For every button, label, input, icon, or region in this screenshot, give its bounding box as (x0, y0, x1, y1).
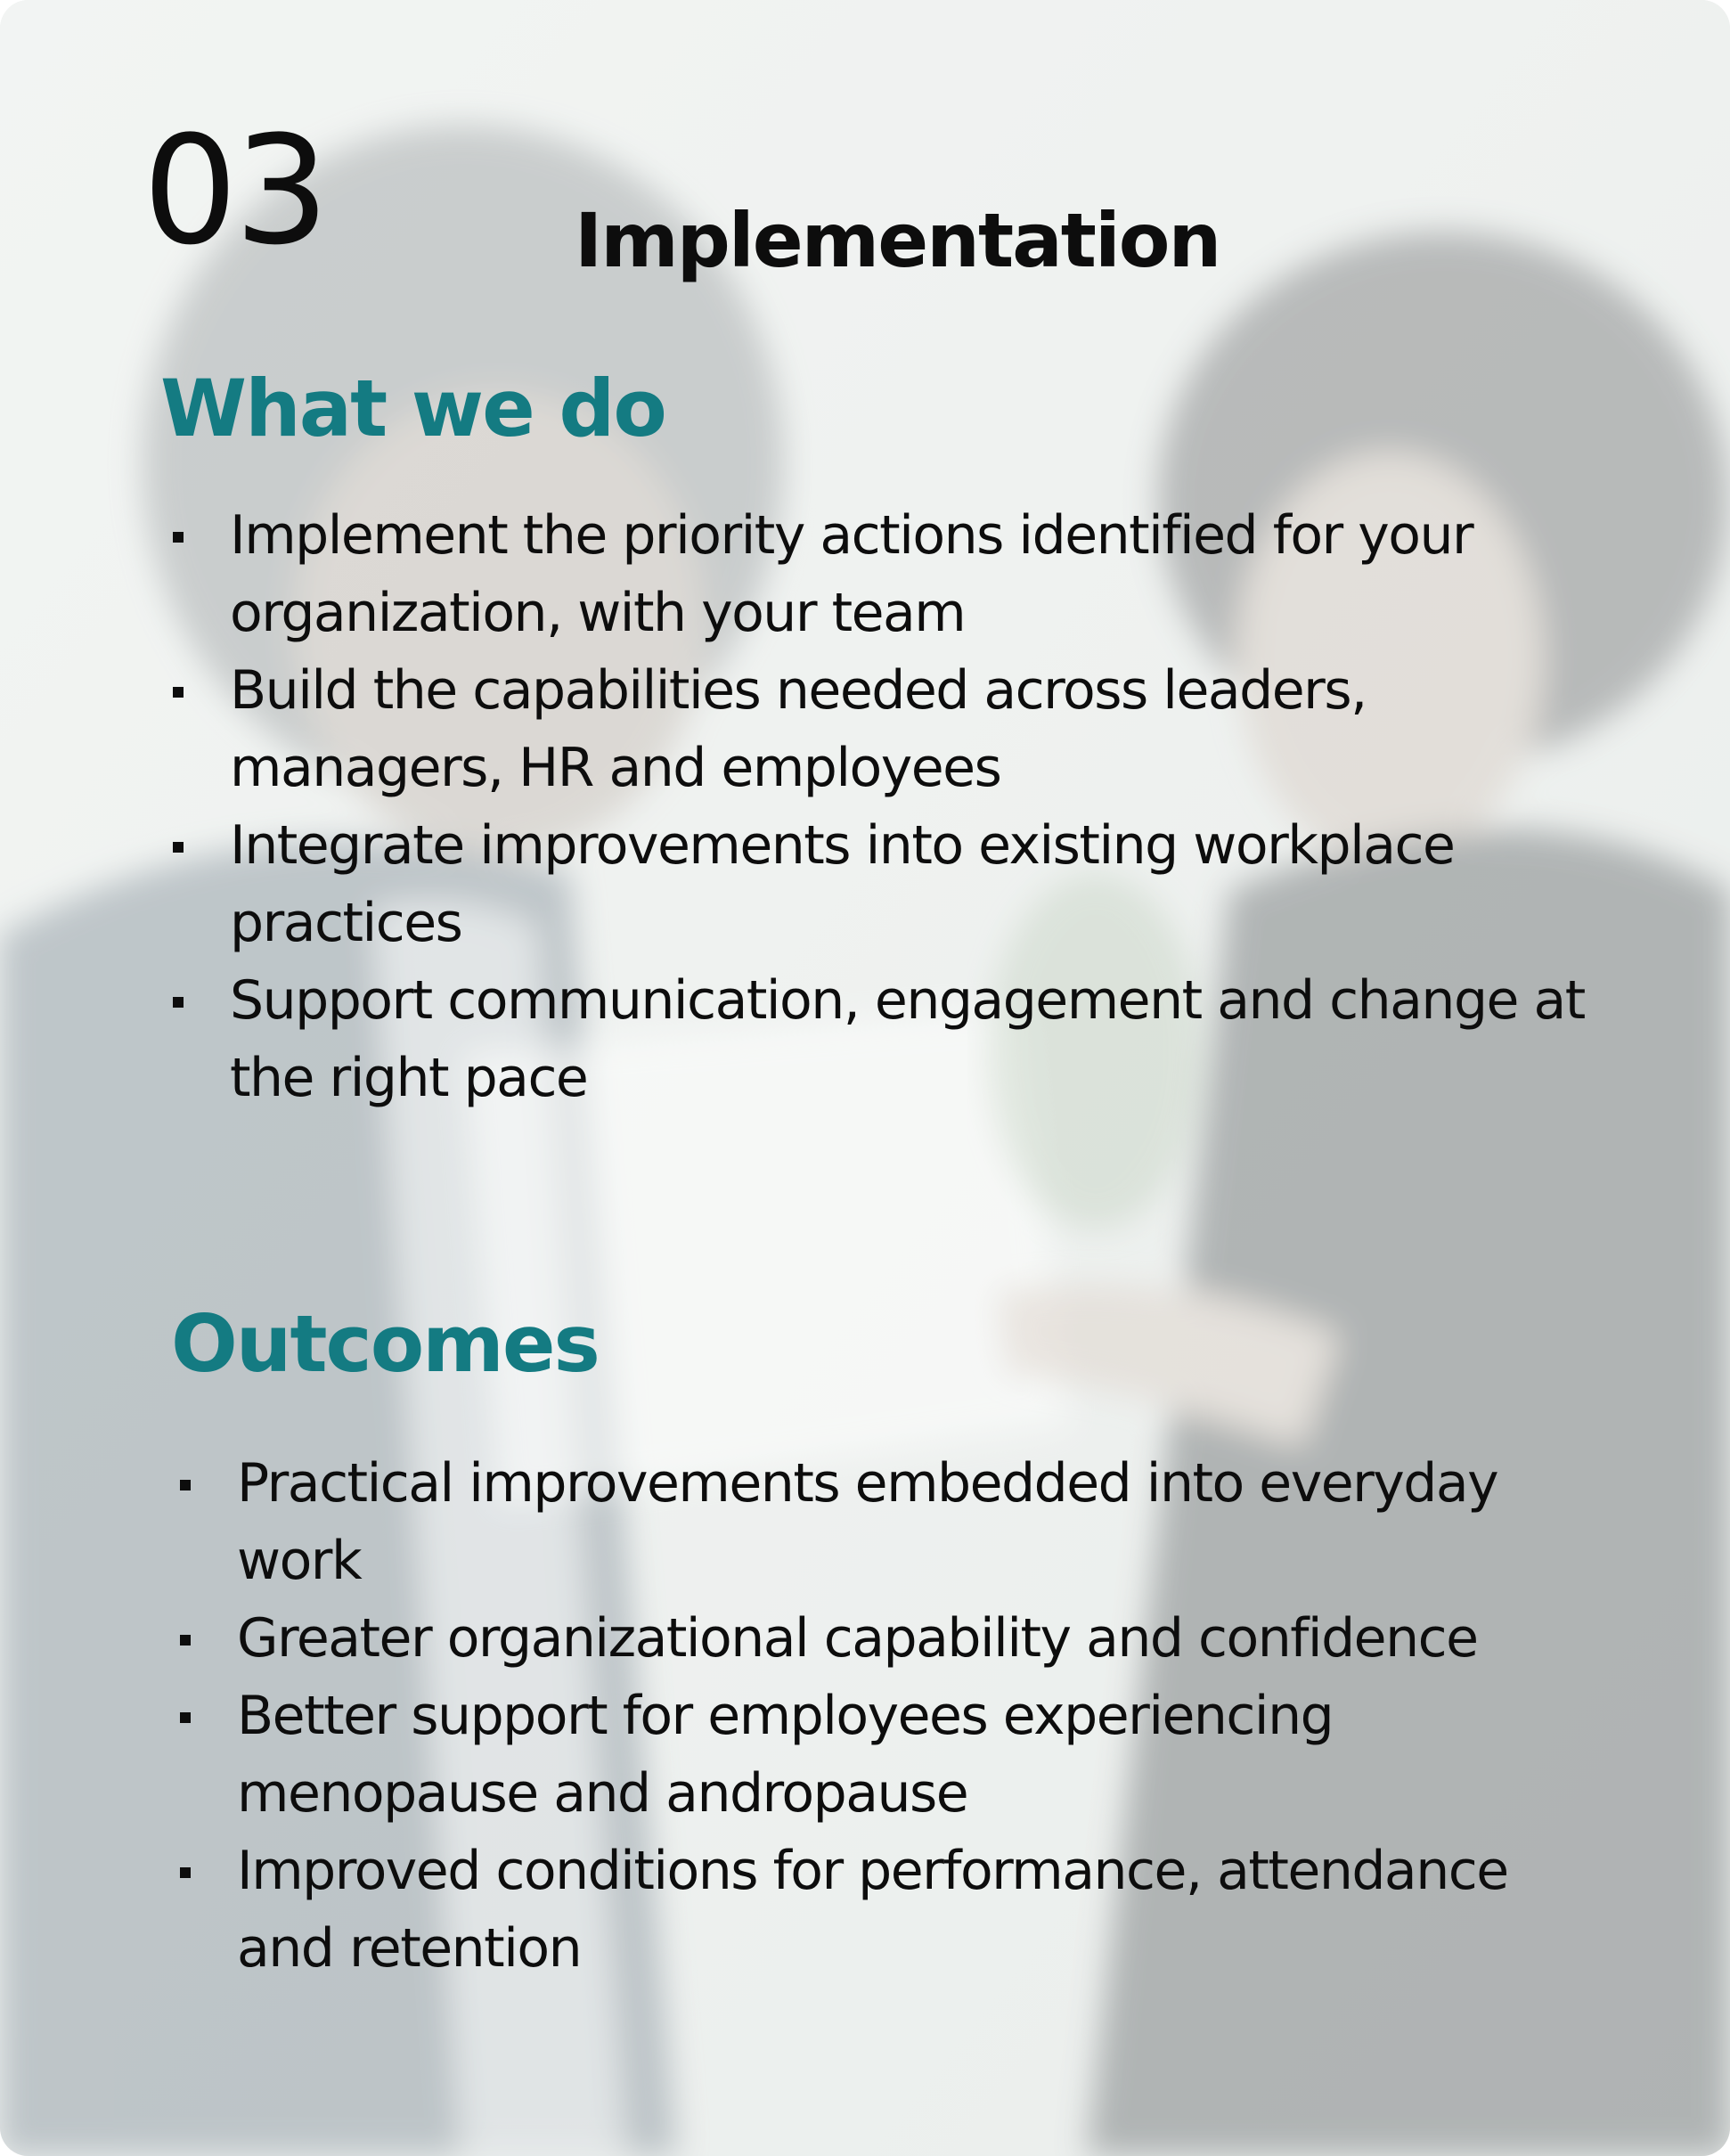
list-item-text: Integrate improvements into existing workplace practices (230, 814, 1455, 954)
square-bullet-icon (180, 1635, 191, 1646)
list-item (175, 1600, 1600, 1678)
square-bullet-icon (173, 687, 184, 698)
square-bullet-icon (173, 842, 184, 853)
list-item-text: Practical improvements embedded into everyday work (237, 1452, 1498, 1592)
list-item-text: Build the capabilities needed across leaders, managers, HR and employees (230, 659, 1367, 799)
list-item (175, 1833, 1600, 1988)
list-item-text: Implement the priority actions identified for your organization, with your team (230, 504, 1473, 644)
outcomes-heading: Outcomes (171, 1298, 599, 1390)
list-item (175, 1678, 1600, 1833)
step-number: 03 (143, 103, 326, 278)
square-bullet-icon (180, 1867, 191, 1878)
what-we-do-heading: What we do (160, 363, 665, 454)
list-item-text: Better support for employees experiencing menopause and andropause (237, 1685, 1334, 1825)
list-item-text: Greater organizational capability and confidence (237, 1607, 1478, 1670)
list-item-text: Improved conditions for performance, attendance and retention (237, 1840, 1508, 1980)
square-bullet-icon (180, 1712, 191, 1723)
list-item (167, 962, 1593, 1117)
square-bullet-icon (173, 997, 184, 1008)
page-title: Implementation (575, 197, 1220, 284)
what-we-do-list (167, 497, 1593, 1117)
list-item (175, 1445, 1600, 1600)
list-item (167, 652, 1593, 807)
list-item (167, 807, 1593, 962)
square-bullet-icon (180, 1480, 191, 1490)
square-bullet-icon (173, 532, 184, 543)
list-item (167, 497, 1593, 652)
list-item-text: Support communication, engagement and change at the right pace (230, 969, 1585, 1109)
outcomes-list (175, 1445, 1600, 1988)
